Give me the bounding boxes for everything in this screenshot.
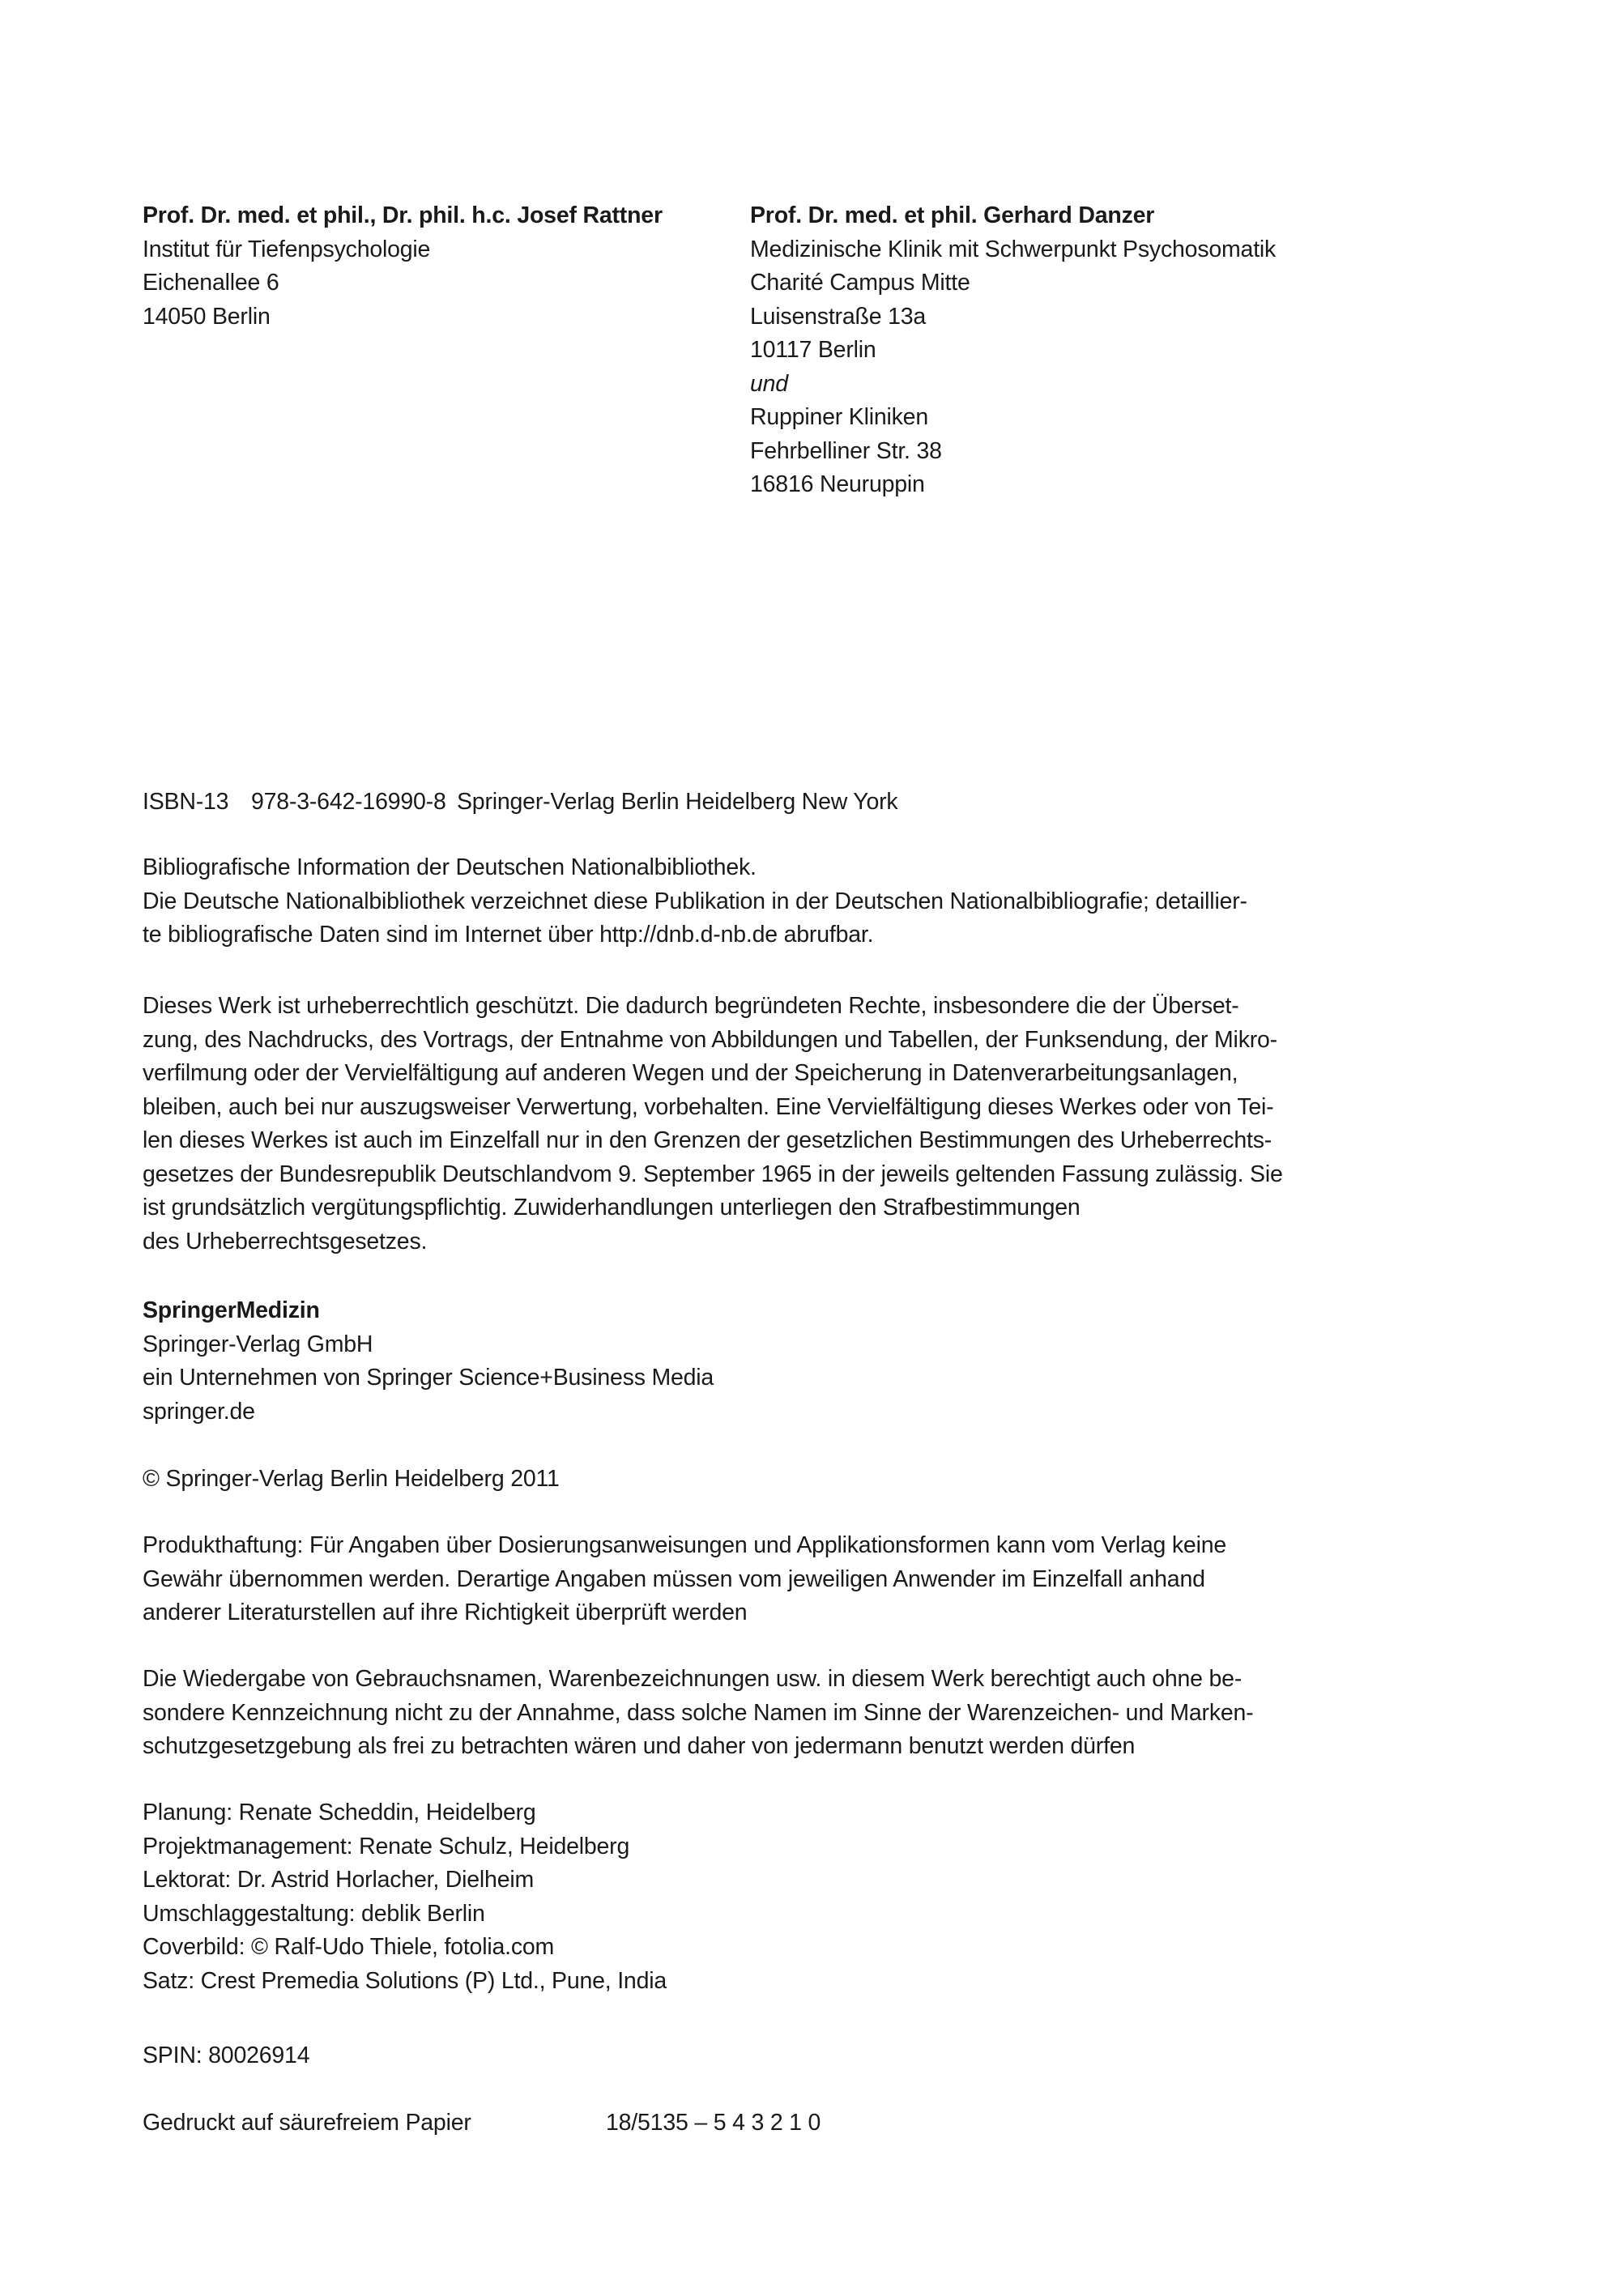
- publisher-info: [143, 1294, 714, 1429]
- address-line: 14050 Berlin: [143, 303, 271, 330]
- product-liability: [143, 1529, 1226, 1630]
- paragraph-line: len dieses Werkes ist auch im Einzelfall nur in den Grenzen der gesetzlichen Bestimmungen des Urheberrechts-: [143, 1127, 1272, 1153]
- author-danzer: [750, 199, 1276, 502]
- address-line: Fehrbelliner Str. 38: [750, 437, 942, 464]
- isbn-publisher: Springer-Verlag Berlin Heidelberg New York: [457, 789, 898, 815]
- paper-note: Gedruckt auf säurefreiem Papier: [143, 2110, 471, 2136]
- publisher-line: Springer-Verlag GmbH: [143, 1331, 373, 1357]
- spin-text: SPIN: 80026914: [143, 2043, 310, 2068]
- address-line: Ruppiner Kliniken: [750, 404, 928, 430]
- paragraph-line: Produkthaftung: Für Angaben über Dosierungsanweisungen und Applikationsformen kann vom Verlag keine: [143, 1532, 1226, 1558]
- spin-number: [143, 2039, 309, 2073]
- credit-line: Planung: Renate Scheddin, Heidelberg: [143, 1800, 536, 1825]
- copyright-line: [143, 1463, 560, 1497]
- production-credits: [143, 1796, 667, 1998]
- paragraph-line: Die Deutsche Nationalbibliothek verzeichnet diese Publikation in der Deutschen Nationalbibliografie; detaillier-: [143, 888, 1247, 914]
- address-line: Eichenallee 6: [143, 270, 279, 296]
- address-line: Medizinische Klinik mit Schwerpunkt Psychosomatik: [750, 236, 1277, 262]
- publisher-line: ein Unternehmen von Springer Science+Business Media: [143, 1365, 714, 1391]
- paragraph-line: ist grundsätzlich vergütungspflichtig. Zuwiderhandlungen unterliegen den Strafbestimmungen: [143, 1195, 1081, 1220]
- credit-line: Satz: Crest Premedia Solutions (P) Ltd., Pune, India: [143, 1967, 667, 1994]
- bibliographic-info: [143, 851, 1247, 952]
- copyright-notice: [143, 990, 1283, 1259]
- paragraph-line: anderer Literaturstellen auf ihre Richtigkeit überprüft werden: [143, 1600, 748, 1625]
- paragraph-line: te bibliografische Daten sind im Internet über http://dnb.d-nb.de abrufbar.: [143, 922, 874, 948]
- address-line: 16816 Neuruppin: [750, 471, 925, 497]
- paragraph-line: gesetzes der Bundesrepublik Deutschlandvom 9. September 1965 in der jeweils geltenden Fassung zulässig. Sie: [143, 1161, 1283, 1187]
- publisher-imprint: SpringerMedizin: [143, 1297, 320, 1323]
- address-line: Institut für Tiefenpsychologie: [143, 236, 431, 262]
- credit-line: Lektorat: Dr. Astrid Horlacher, Dielheim: [143, 1867, 535, 1893]
- isbn-number: 978-3-642-16990-8: [251, 789, 446, 815]
- paragraph-line: bleiben, auch bei nur auszugsweiser Verwertung, vorbehalten. Eine Vervielfältigung dieses Werkes oder von Tei-: [143, 1093, 1274, 1120]
- publisher-website: springer.de: [143, 1398, 255, 1425]
- author-name: Prof. Dr. med. et phil. Gerhard Danzer: [750, 202, 1155, 228]
- isbn-label: ISBN-13: [143, 789, 229, 815]
- paragraph-line: Bibliografische Information der Deutschen Nationalbibliothek.: [143, 854, 757, 880]
- paragraph-line: Gewähr übernommen werden. Derartige Angaben müssen vom jeweiligen Anwender im Einzelfall anhand: [143, 1565, 1205, 1592]
- paragraph-line: zung, des Nachdrucks, des Vortrags, der Entnahme von Abbildungen und Tabellen, der Funksendung, der Mikro-: [143, 1026, 1277, 1053]
- address-connector: und: [750, 370, 788, 397]
- credit-line: Coverbild: © Ralf-Udo Thiele, fotolia.com: [143, 1934, 555, 1960]
- credit-line: Projektmanagement: Renate Schulz, Heidelberg: [143, 1833, 630, 1859]
- paragraph-line: Dieses Werk ist urheberrechtlich geschützt. Die dadurch begründeten Rechte, insbesondere die der Überset-: [143, 993, 1239, 1019]
- address-line: Luisenstraße 13a: [750, 303, 927, 330]
- credit-line: Umschlaggestaltung: deblik Berlin: [143, 1900, 485, 1927]
- paragraph-line: sondere Kennzeichnung nicht zu der Annahme, dass solche Namen im Sinne der Warenzeichen- und Marken-: [143, 1699, 1254, 1726]
- trademark-notice: [143, 1663, 1253, 1764]
- copyright-text: © Springer-Verlag Berlin Heidelberg 2011: [143, 1466, 560, 1492]
- print-code: 18/5135 – 5 4 3 2 1 0: [606, 2110, 821, 2136]
- paragraph-line: Die Wiedergabe von Gebrauchsnamen, Warenbezeichnungen usw. in diesem Werk berechtigt auch ohne be-: [143, 1666, 1243, 1692]
- author-rattner: [143, 199, 663, 334]
- paragraph-line: des Urheberrechtsgesetzes.: [143, 1228, 428, 1254]
- paragraph-line: schutzgesetzgebung als frei zu betrachten wären und daher von jedermann benutzt werden dürfen: [143, 1733, 1136, 1759]
- address-line: 10117 Berlin: [750, 337, 876, 363]
- address-line: Charité Campus Mitte: [750, 270, 970, 296]
- paragraph-line: verfilmung oder der Vervielfältigung auf anderen Wegen und der Speicherung in Datenverarbeitungsanlagen,: [143, 1060, 1238, 1086]
- author-name: Prof. Dr. med. et phil., Dr. phil. h.c. Josef Rattner: [143, 202, 663, 228]
